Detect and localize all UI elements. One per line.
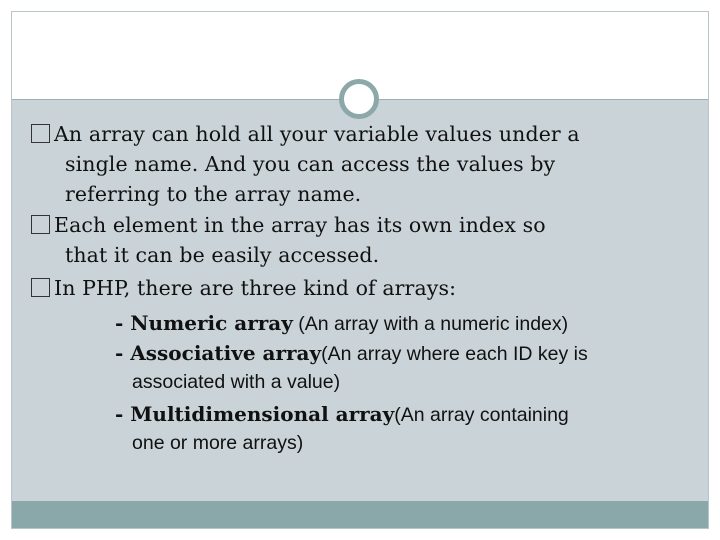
array-type-prefix: - [115,341,131,365]
array-type-name: Multidimensional array [130,402,395,426]
bullet-box-icon [31,124,50,143]
bullet-box-icon [31,215,50,234]
ring-ornament-icon [339,79,379,119]
bullet-1-line-3: referring to the array name. [65,182,362,206]
array-type-desc: (An array containing [394,404,569,426]
array-type-desc: (An array where each ID key is [321,343,588,365]
array-type-desc-cont: one or more arrays) [132,432,304,454]
array-type-prefix: - [115,311,131,335]
array-type-prefix: - [115,402,131,426]
array-type-desc-cont: associated with a value) [132,371,341,393]
bullet-2-line-2: that it can be easily accessed. [65,243,380,267]
array-type-associative [115,339,705,369]
bullet-item-2 [31,210,691,270]
array-type-desc: (An array with a numeric index) [292,313,569,335]
bullet-2-line-1: Each element in the array has its own index so [54,213,546,237]
array-type-name: Associative array [130,341,322,365]
bullet-1-line-2: single name. And you can access the values by [65,152,556,176]
array-type-name: Numeric array [130,311,293,335]
bullet-1-line-1: An array can hold all your variable values under a [54,122,580,146]
bullet-box-icon [31,278,50,297]
bullet-item-1 [31,119,691,209]
array-type-multidimensional [115,400,705,430]
bullet-item-3 [31,273,691,303]
bullet-3-line-1: In PHP, there are three kind of arrays: [54,276,457,300]
footer-bar [12,501,708,528]
array-type-numeric [115,309,705,339]
